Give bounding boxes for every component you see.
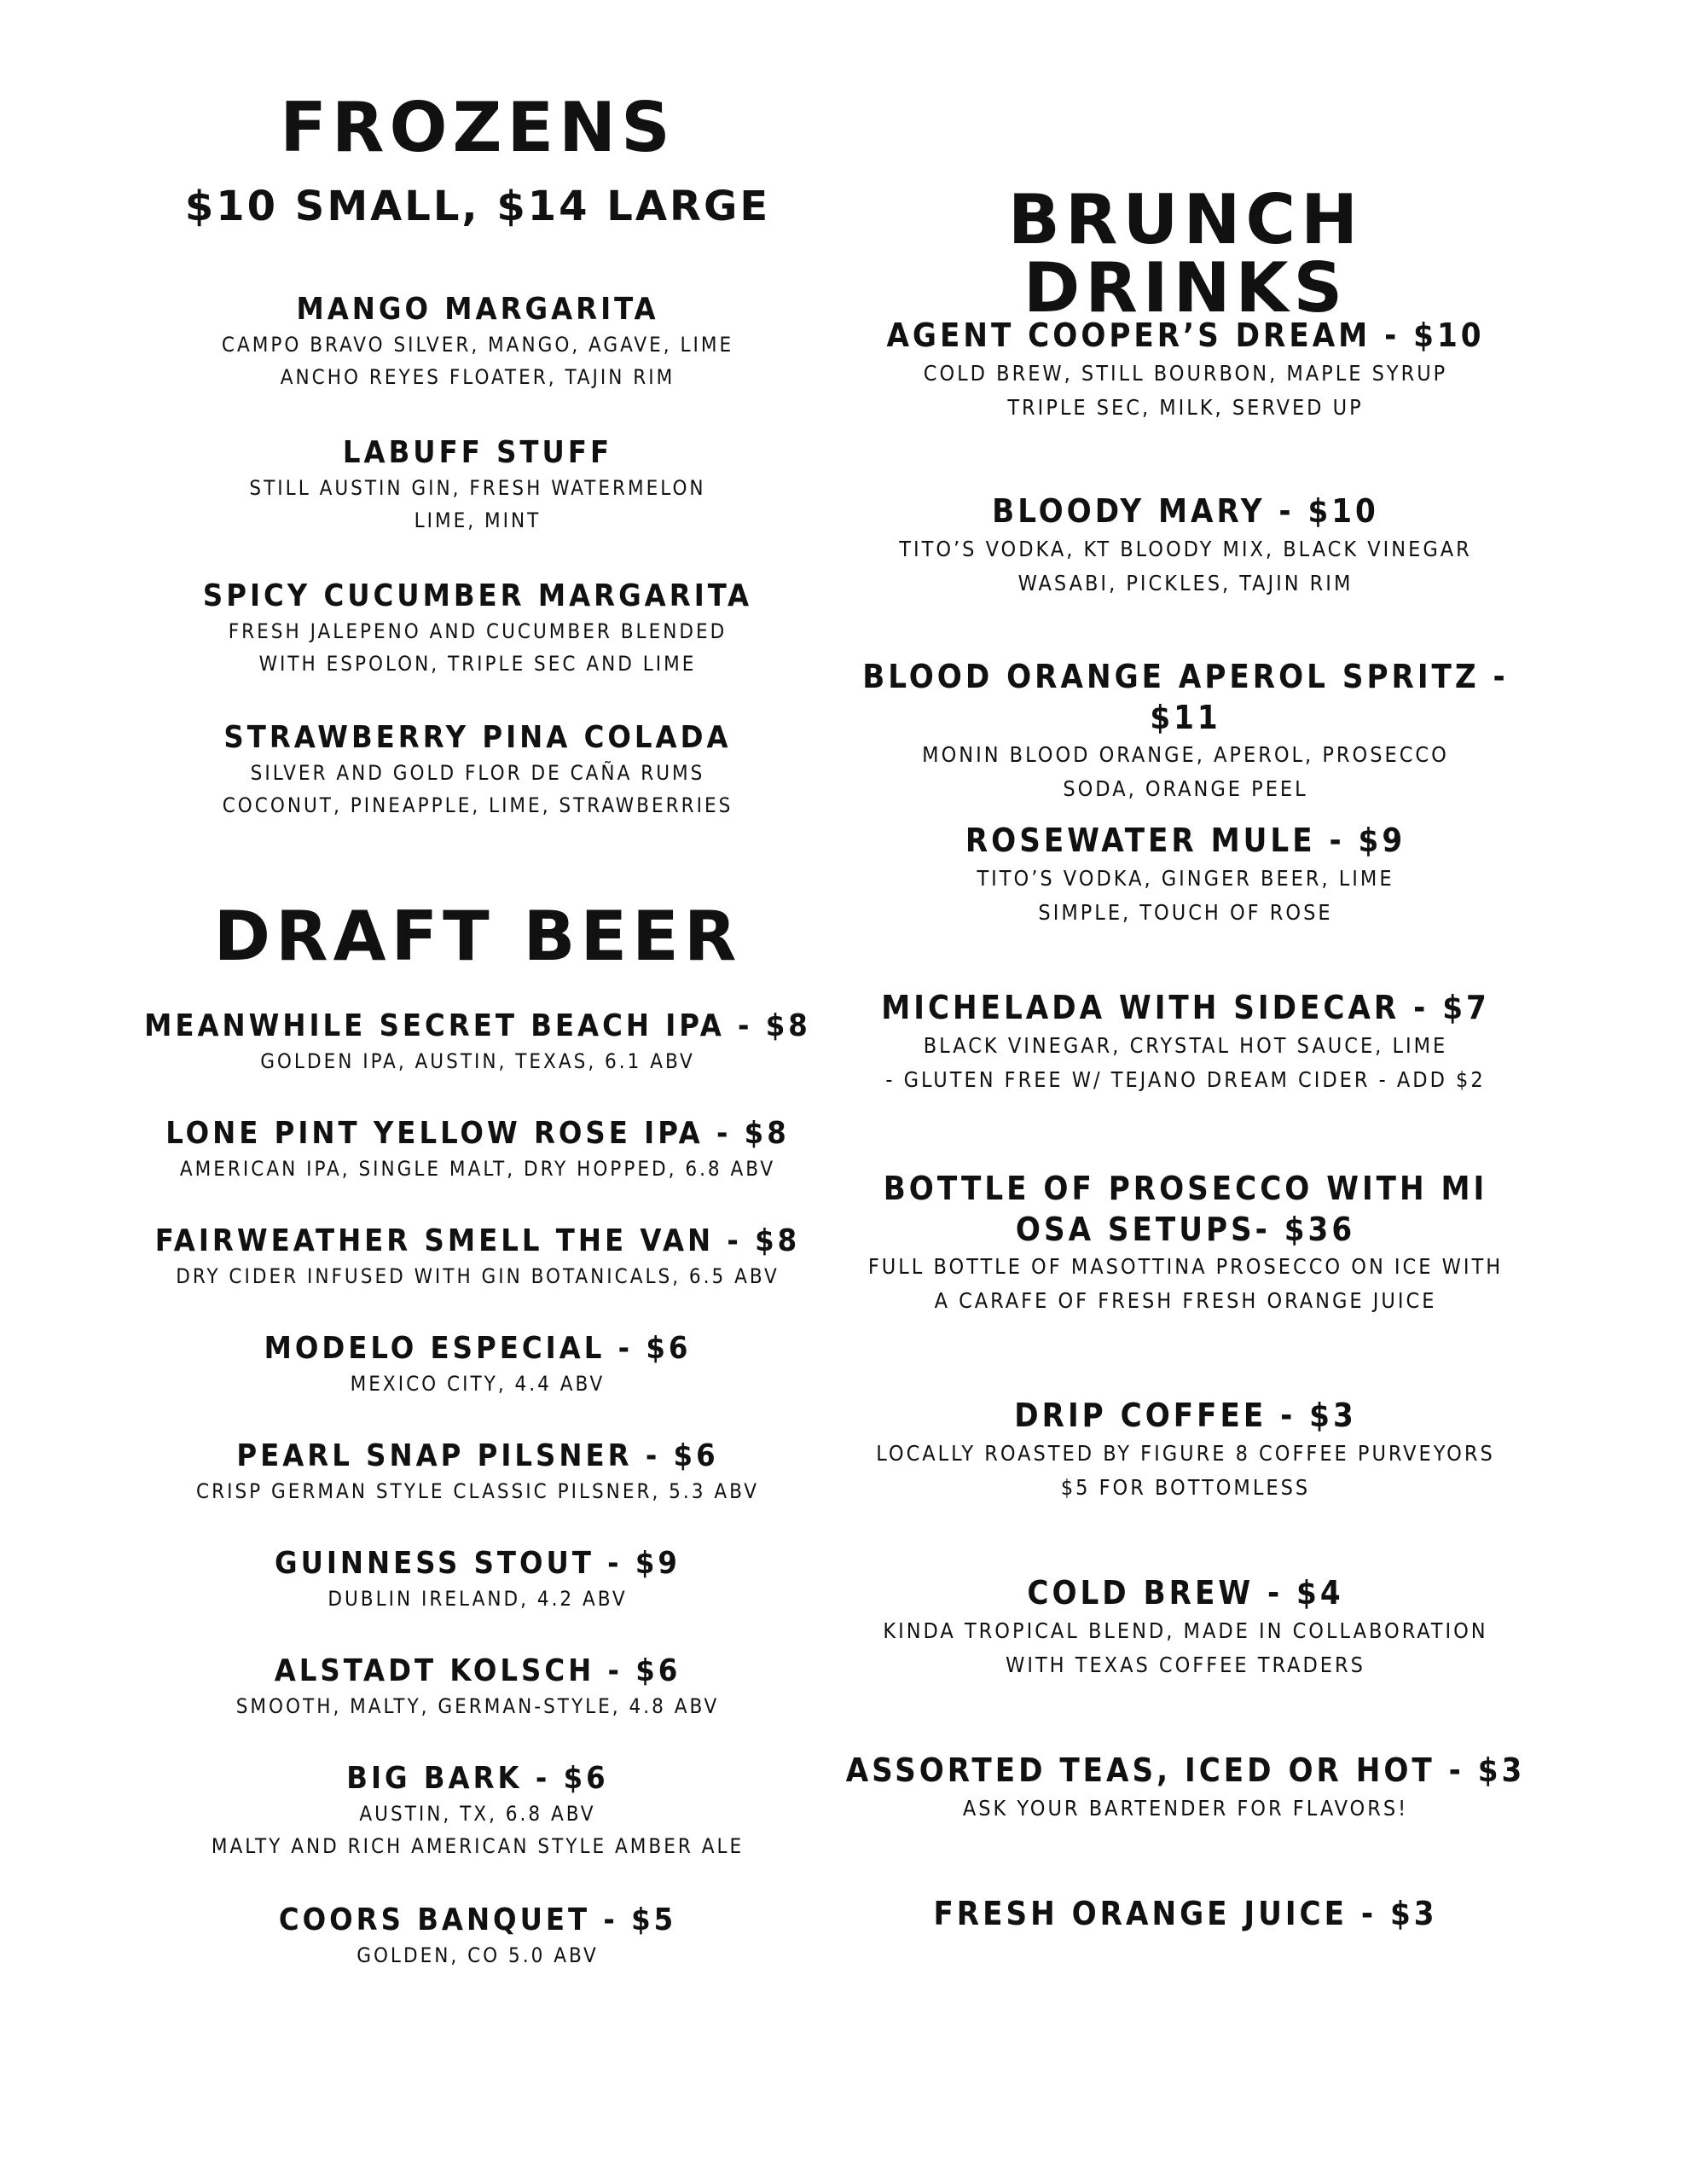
menu-item-name: STRAWBERRY PINA COLADA — [223, 720, 732, 755]
menu-item-name: AGENT COOPER’S DREAM - $10 — [886, 317, 1485, 354]
menu-item-description: KINDA TROPICAL BLEND, MADE IN COLLABORATION — [883, 1618, 1488, 1643]
menu-item-description: COCONUT, PINEAPPLE, LIME, STRAWBERRIES — [222, 793, 733, 818]
menu-item-description: SMOOTH, MALTY, GERMAN-STYLE, 4.8 ABV — [235, 1694, 720, 1718]
menu-item-description: FRESH JALEPENO AND CUCUMBER BLENDED — [228, 619, 728, 643]
menu-item-description: MONIN BLOOD ORANGE, APEROL, PROSECCO — [922, 742, 1449, 767]
menu-item-name: BOTTLE OF PROSECCO WITH MI OSA SETUPS- $36 — [883, 1170, 1488, 1248]
menu-item-description: AUSTIN, TX, 6.8 ABV — [359, 1802, 596, 1826]
menu-item-name: ALSTADT KOLSCH - $6 — [274, 1653, 681, 1688]
menu-item — [836, 657, 1535, 806]
menu-item-description: CRISP GERMAN STYLE CLASSIC PILSNER, 5.3 ABV — [196, 1479, 759, 1503]
menu-item — [136, 290, 819, 394]
menu-item-description: ASK YOUR BARTENDER FOR FLAVORS! — [962, 1795, 1409, 1821]
menu-item-description: SODA, ORANGE PEEL — [1063, 776, 1308, 801]
frozens-pricing: $10 SMALL, $14 LARGE — [184, 183, 771, 230]
menu-item — [836, 1894, 1535, 1935]
menu-item-name: MODELO ESPECIAL - $6 — [264, 1331, 692, 1366]
menu-item-name: MEANWHILE SECRET BEACH IPA - $8 — [144, 1008, 811, 1043]
menu-item — [836, 1573, 1535, 1682]
brunch-drinks-title: BRUNCH DRINKS — [1007, 180, 1364, 328]
menu-item — [136, 1652, 819, 1722]
menu-item — [136, 718, 819, 822]
menu-item-description: COLD BREW, STILL BOURBON, MAPLE SYRUP — [923, 360, 1448, 386]
menu-item-description: WITH TEXAS COFFEE TRADERS — [1006, 1652, 1365, 1677]
menu-item-description: DRY CIDER INFUSED WITH GIN BOTANICALS, 6.5 ABV — [176, 1264, 780, 1288]
menu-item-description: DUBLIN IRELAND, 4.2 ABV — [328, 1587, 628, 1611]
menu-item — [836, 316, 1535, 425]
menu-item — [136, 1901, 819, 1972]
menu-item — [136, 1329, 819, 1400]
menu-item — [136, 1114, 819, 1185]
menu-item-name: COLD BREW - $4 — [1027, 1574, 1344, 1612]
draft-beer-title: DRAFT BEER — [213, 897, 742, 976]
menu-item-name: COORS BANQUET - $5 — [278, 1902, 677, 1937]
menu-item-description: LIME, MINT — [414, 508, 542, 533]
menu-item-description: FULL BOTTLE OF MASOTTINA PROSECCO ON ICE WITH — [867, 1254, 1504, 1279]
menu-item-name: SPICY CUCUMBER MARGARITA — [202, 578, 753, 613]
menu-item-description: MALTY AND RICH AMERICAN STYLE AMBER ALE — [211, 1834, 745, 1859]
menu-item-description: BLACK VINEGAR, CRYSTAL HOT SAUCE, LIME — [923, 1032, 1448, 1058]
menu-item-description: GOLDEN IPA, AUSTIN, TEXAS, 6.1 ABV — [260, 1049, 695, 1073]
menu-item — [836, 821, 1535, 930]
menu-item-description: CAMPO BRAVO SILVER, MANGO, AGAVE, LIME — [221, 333, 734, 357]
menu-item-description: WASABI, PICKLES, TAJIN RIM — [1017, 570, 1354, 595]
menu-item-name: FAIRWEATHER SMELL THE VAN - $8 — [154, 1223, 801, 1258]
menu-item — [136, 1222, 819, 1292]
menu-item-description: SIMPLE, TOUCH OF ROSE — [1038, 899, 1333, 925]
menu-item-name: PEARL SNAP PILSNER - $6 — [236, 1438, 719, 1473]
menu-item-description: WITH ESPOLON, TRIPLE SEC AND LIME — [258, 652, 697, 677]
menu-item-description: LOCALLY ROASTED BY FIGURE 8 COFFEE PURVEYORS — [876, 1440, 1495, 1466]
menu-item-description: TITO’S VODKA, KT BLOODY MIX, BLACK VINEGAR — [899, 536, 1472, 561]
menu-item-name: GUINNESS STOUT - $9 — [275, 1546, 681, 1581]
menu-item-description: AMERICAN IPA, SINGLE MALT, DRY HOPPED, 6.8 ABV — [179, 1157, 776, 1181]
menu-item-name: BLOODY MARY - $10 — [992, 492, 1379, 530]
menu-item-name: ROSEWATER MULE - $9 — [965, 822, 1406, 859]
menu-item-description: TRIPLE SEC, MILK, SERVED UP — [1007, 394, 1364, 420]
menu-item — [136, 1437, 819, 1507]
menu-item-name: BLOOD ORANGE APEROL SPRITZ - $11 — [862, 658, 1509, 736]
menu-item — [136, 1544, 819, 1615]
menu-item-name: LONE PINT YELLOW ROSE IPA - $8 — [165, 1116, 790, 1151]
frozens-title: FROZENS — [280, 88, 675, 167]
menu-item-name: MANGO MARGARITA — [296, 292, 659, 327]
menu-item — [136, 433, 819, 537]
menu-item — [836, 988, 1535, 1097]
menu-item — [136, 1759, 819, 1863]
menu-item — [136, 1007, 819, 1077]
menu-item-name: ASSORTED TEAS, ICED OR HOT - $3 — [845, 1751, 1526, 1789]
menu-item-description: MEXICO CITY, 4.4 ABV — [350, 1372, 606, 1396]
menu-item — [836, 1396, 1535, 1505]
menu-item-description: STILL AUSTIN GIN, FRESH WATERMELON — [249, 476, 706, 500]
menu-item-description: ANCHO REYES FLOATER, TAJIN RIM — [280, 365, 675, 390]
menu-item-name: MICHELADA WITH SIDECAR - $7 — [881, 989, 1490, 1026]
menu-item — [836, 491, 1535, 601]
menu-item-description: - GLUTEN FREE W/ TEJANO DREAM CIDER - ADD $2 — [885, 1066, 1486, 1092]
menu-item-name: DRIP COFFEE - $3 — [1014, 1397, 1357, 1434]
menu-item-name: LABUFF STUFF — [342, 435, 613, 470]
menu-item-name: FRESH ORANGE JUICE - $3 — [933, 1895, 1438, 1932]
menu-item-name: BIG BARK - $6 — [346, 1761, 609, 1796]
menu-item — [136, 577, 819, 681]
menu-item-description: SILVER AND GOLD FLOR DE CAÑA RUMS — [250, 761, 705, 785]
menu-item-description: GOLDEN, CO 5.0 ABV — [357, 1943, 599, 1967]
menu-item-description: TITO’S VODKA, GINGER BEER, LIME — [977, 865, 1394, 891]
menu-item-description: A CARAFE OF FRESH FRESH ORANGE JUICE — [934, 1288, 1437, 1313]
menu-item — [836, 1751, 1535, 1826]
menu-item — [836, 1169, 1535, 1318]
menu-item-description: $5 FOR BOTTOMLESS — [1060, 1474, 1311, 1500]
